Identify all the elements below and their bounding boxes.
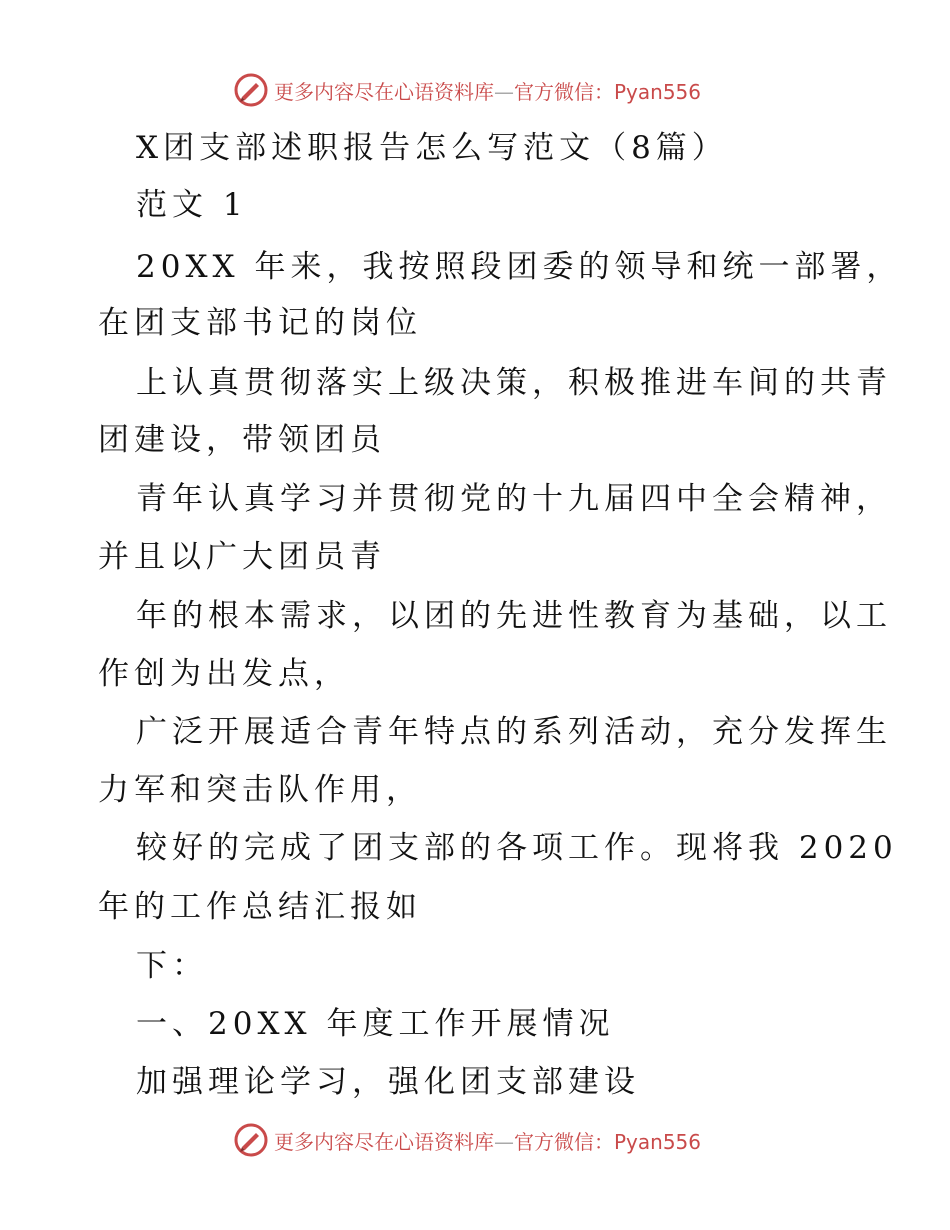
header-watermark [234,70,701,110]
watermark-text [274,1126,701,1155]
text-line: 年的根本需求，以团的先进性教育为基础，以工 [136,598,892,634]
text-line: 团建设，带领团员 [98,422,386,458]
text-line: 广泛开展适合青年特点的系列活动，充分发挥生 [136,714,892,750]
text-line: 下： [136,948,208,984]
section-heading: 一、20XX 年度工作开展情况 [136,1006,615,1042]
text-line: 20XX 年来，我按照段团委的领导和统一部署， [136,249,903,285]
text-line: 在团支部书记的岗位 [98,305,422,341]
watermark-sub: 官方微信： [514,1129,614,1154]
footer-watermark [234,1120,701,1160]
watermark-dash: — [494,79,514,104]
watermark-dash: — [494,1129,514,1154]
text-line: 较好的完成了团支部的各项工作。现将我 2020 [136,830,898,866]
watermark-main: 更多内容尽在心语资料库 [274,79,494,104]
text-line: 年的工作总结汇报如 [98,889,422,925]
watermark-text [274,76,701,105]
pen-logo-icon [234,73,268,107]
text-line: 力军和突击队作用， [98,772,422,808]
watermark-id: Pyan556 [614,1129,702,1154]
text-line: 范文 1 [136,187,248,223]
text-line: 青年认真学习并贯彻党的十九届四中全会精神， [136,481,892,517]
text-line: 作创为出发点， [98,656,350,692]
pen-logo-icon [234,1123,268,1157]
watermark-main: 更多内容尽在心语资料库 [274,1129,494,1154]
text-line: 上认真贯彻落实上级决策，积极推进车间的共青 [136,365,892,401]
watermark-sub: 官方微信： [514,79,614,104]
text-line: 加强理论学习，强化团支部建设 [136,1064,640,1100]
document-title: X团支部述职报告怎么写范文（8篇） [136,130,728,166]
text-line: 并且以广大团员青 [98,539,386,575]
watermark-id: Pyan556 [614,79,702,104]
